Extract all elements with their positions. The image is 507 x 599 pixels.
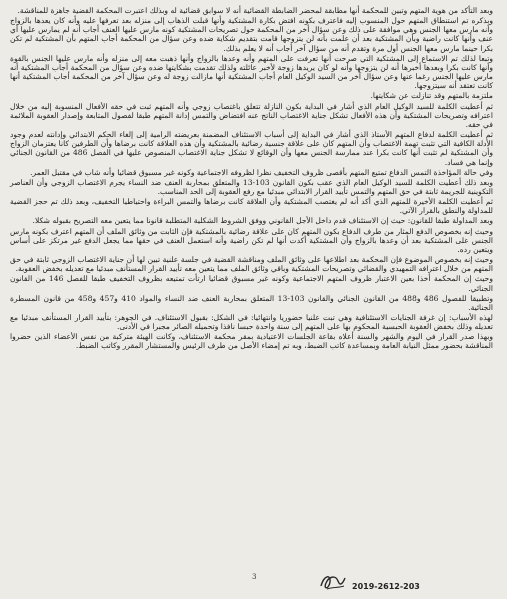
paragraph: ملتزمة بالمتهم وقد تنازلت عن شكايتها. xyxy=(370,91,493,101)
paragraph: ثم أعطيت الكلمة للسيد الوكيل العام الذي أشار في البداية بكون النازلة تتعلق باغتصاب زوجي وأنه المتهم ثبت في حقه الأفعال المنسوبة إليه من خلال اعترافه وتصريحات المشتكية وأن هذه الأفعال تشكل جناية الاغتصاب الناتج عنه افتضاض والتمس إدانة المتهم طبقا لفصول المتابعة وإصدار العقوبة الملائمة في حقه. xyxy=(10,101,493,129)
paragraph: وتبعا لذلك تم الاستماع إلى المشتكية التي صرحت أنها تعرفت على المتهم وأنه وعدها بالزواج وأنها ذهبت معه إلى منزله وأنه مارس عليها الجنس بالقوة وأنها كانت بكرا وبعدها أخبرها أنه لن يتزوجها وأنه لو كان يريدها زوجة لأخبر عائلته ولذلك تقدمت بشكايتها ضده وعن سؤال من المحكمة أجاب المشتكية أنه مارس عليها الجنس رغما عنها وعن سؤال آخر من السيد الوكيل العام أجاب المشتكية أنها مازالت زوجة له وعن سؤال آخر من المحكمة أجاب المشتكية أنها كانت تعتقد أنه سيتزوجها. xyxy=(10,53,493,91)
paragraph: وبهذا صدر القرار في اليوم والشهر والسنة أعلاه بقاعة الجلسات الاعتيادية بمقر محكمة الاستئناف، وكانت الهيئة متركبة من نفس الأعضاء الذين حضروا المناقشة بحضور ممثل النيابة العامة وبمساعدة كاتب الضبط، وبه تم إمضاء الأصل من طرف الرئيس والمستشار المقرر وكاتب الضبط. xyxy=(10,332,493,351)
paragraph: وحيث إنه بخصوص الدفع المثار من طرف الدفاع بكون المتهم كان على علاقة رضائية بالمشتكية فإن الثابت من وثائق الملف أن المتهم اعترف بكونه مارس الجنس على المشتكية بعد أن وعدها بالزواج وأن المشتكية أكدت أنها لم تكن راضية وأنه استعمل العنف في حقها مما يجعل الدفع غير مرتكز على أساس ويتعين رده. xyxy=(10,226,493,254)
document-body xyxy=(10,6,493,351)
paragraph: وبعد المداولة طبقا للقانون: حيث إن الاستئناف قدم داخل الأجل القانوني ووفق الشروط الشكلية المتطلبة قانونا مما يتعين معه التصريح بقبوله شكلا. xyxy=(32,216,493,226)
paragraph: وتطبيقا للفصول 486 و488 من القانون الجنائي والقانون 103-13 المتعلق بمحاربة العنف ضد النساء والمواد 410 و457 و458 من قانون المسطرة الجنائية. xyxy=(10,293,494,312)
page-footer xyxy=(0,569,507,599)
paragraph: وفي حالة المؤاخذة التمس الدفاع تمتيع المتهم بأقصى ظروف التخفيف نظرا لظروفه الاجتماعية وكونه غير مسبوق قضائيا وأنه شاب في مقتبل العمر. xyxy=(30,167,493,177)
document-reference-number: 2019-2612-203 xyxy=(352,582,420,591)
paragraph: وبعد التأكد من هوية المتهم وتبين للمحكمة أنها مطابقة لمحضر الضابطة القضائية أنه لا سوابق قضائية له وبذلك اعتبرت المحكمة القضية جاهزة للمناقشة. xyxy=(17,6,493,15)
paragraph: وبعد ذلك أعطيت الكلمة للسيد الوكيل العام الذي عقب بكون القانون 103-13 والمتعلق بمحاربة العنف ضد النساء يجرم الاغتصاب الزوجي وأن العناصر التكوينية للجريمة ثابتة في حق المتهم والتمس تأييد القرار الابتدائي مبدئيا مع رفع العقوبة إلى الحد المناسب. xyxy=(10,177,493,196)
handwritten-signature xyxy=(318,571,348,593)
paragraph: ثم أعطيت الكلمة الأخيرة للمتهم الذي أكد أنه لم يغتصب المشتكية وأن العلاقة كانت برضاها والتمس البراءة واحتياطيا التخفيف، وبعد ذلك تم حجز القضية للمداولة والنطق بالقرار الآتي. xyxy=(10,197,493,216)
paragraph: وبذكره تم استنطاق المتهم حول المنسوب إليه فاعترف بكونه افتض بكارة المشتكية وأنها قبلت الذهاب إلى منزله بعد تعرفها عليه وأنه كان يعدها بالزواج وأنه مارس معها الجنس وهي موافقة على ذلك وعن سؤال أخر من المحكمة حول تصريحات المشتكية كونه مارس عليها العنف أجاب أنه لم يمارس عليها أي عنف وأنها كانت راضية وبأن المشتكية بعد أن علمت بأنه لن يتزوجها قامت بتقديم شكاية ضده وعن سؤال من المحكمة أجاب المتهم بأن المشتكية لم تكن بكرا حينما مارس معها الجنس أول مرة وتقدم أنه من سؤال آخر أجاب أنه لا يعلم بذلك. xyxy=(10,16,493,53)
page-number: 3 xyxy=(252,573,257,581)
paragraph: وحيث إن المحكمة أخذا بعين الاعتبار ظروف المتهم الاجتماعية وكونه غير مسبوق قضائيا ارتأت تمتيعه بظروف التخفيف طبقا للفصل 146 من القانون الجنائي. xyxy=(10,274,493,293)
paragraph: وحيث إنه بخصوص الموضوع فإن المحكمة بعد اطلاعها على وثائق الملف ومناقشة القضية في جلسة علنية تبين لها أن جناية الاغتصاب الزوجي ثابتة في حق المتهم من خلال اعترافه التمهيدي والقضائي وتصريحات المشتكية وباقي وثائق الملف مما يتعين معه تأييد القرار المستأنف مبدئيا مع تعديله بخفض العقوبة. xyxy=(10,255,493,274)
paragraph: ثم أعطيت الكلمة لدفاع المتهم الأستاذ الذي أشار في البداية إلى أسباب الاستئناف المضمنة بعريضته الرامية إلى إلغاء الحكم الابتدائي وإدانته لعدم وجود الأدلة الكافية التي تثبت تهمة الاغتصاب وأن المتهم كان على علاقة جنسية رضائية بالمشتكية وأن هذه العلاقة كانت برضاها وأن الطرفين كانا يعتزمان الزواج وأن المشتكية لم تثبت أنها كانت بكرا عند ممارسة الجنس معها وأن الوقائع لا تشكل جناية الاغتصاب المنصوص عليها في الفصل 486 من القانون الجنائي وإنما هي فساد. xyxy=(10,130,493,167)
paragraph: لهذه الأسباب: إن غرفة الجنايات الاستئنافية وهي تبت علنيا حضوريا وانتهائيا: في الشكل: بقبول الاستئناف. في الجوهر: بتأييد القرار المستأنف مبدئيا مع تعديله وذلك بخفض العقوبة الحبسية المحكوم بها على المتهم إلى سنة واحدة حبسا نافذا وتحميله الصائر مجبرا في الأدنى. xyxy=(10,313,493,332)
